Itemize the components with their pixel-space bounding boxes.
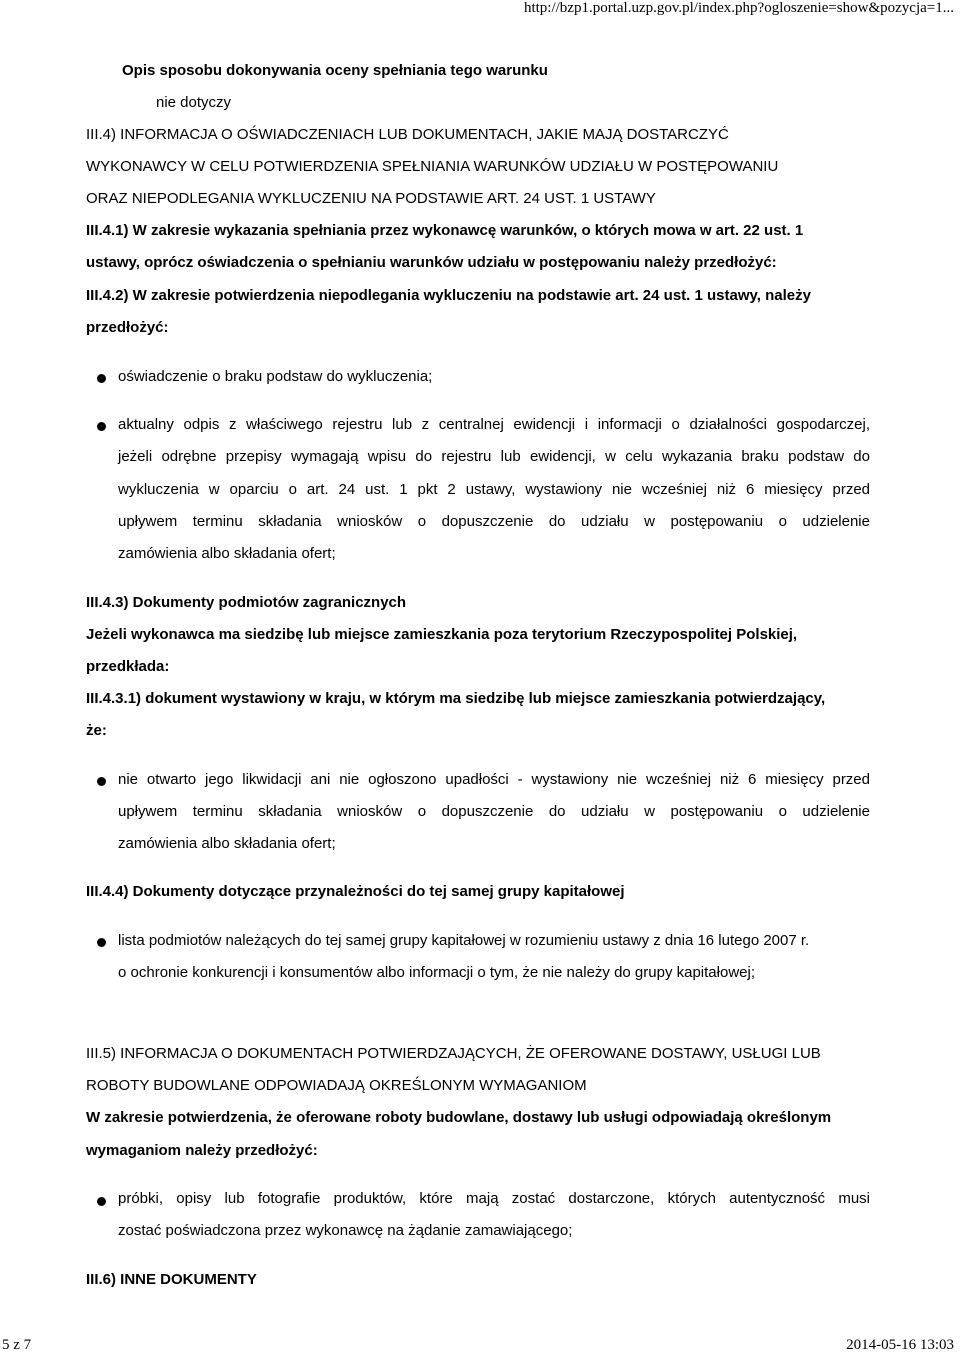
list-item-register-line-5: zamówienia albo składania ofert; (118, 545, 336, 562)
list-item-liquidation-line-2: upływem terminu składania wniosków o dopuszczenie do udziału w postępowaniu o udzielenie (118, 803, 870, 820)
bullet-icon (97, 938, 106, 947)
section-36-heading: III.6) INNE DOKUMENTY (86, 1271, 257, 1288)
bullet-icon (97, 1197, 106, 1206)
p343-title: III.4.3) Dokumenty podmiotów zagranicznych (86, 594, 407, 611)
list-item-liquidation-line-3: zamówienia albo składania ofert; (118, 835, 336, 852)
p344-title: III.4.4) Dokumenty dotyczące przynależności do tej samej grupy kapitałowej (86, 883, 625, 900)
section-35-heading-line-2: ROBOTY BUDOWLANE ODPOWIADAJĄ OKREŚLONYM WYMAGANIOM (86, 1077, 587, 1094)
section-35-text-line-1: W zakresie potwierdzenia, że oferowane roboty budowlane, dostawy lub usługi odpowiadają określonym (86, 1109, 832, 1126)
section-35-text-line-2: wymaganiom należy przedłożyć: (86, 1142, 318, 1159)
p3431-line-1: III.4.3.1) dokument wystawiony w kraju, w którym ma siedzibę lub miejsce zamieszkania potwierdzający, (86, 690, 826, 707)
p3431-line-2: że: (86, 722, 107, 739)
list-item-samples-line-1: próbki, opisy lub fotografie produktów, które mają zostać dostarczone, których autentyczność musi (118, 1190, 870, 1207)
p342-line-2: przedłożyć: (86, 319, 169, 336)
list-item-register-line-4: upływem terminu składania wniosków o dopuszczenie do udziału w postępowaniu o udzielenie (118, 513, 870, 530)
p343-text-line-1: Jeżeli wykonawca ma siedzibę lub miejsce zamieszkania poza terytorium Rzeczypospolitej Polskiej, (86, 626, 798, 643)
page-number: 5 z 7 (2, 1337, 32, 1353)
list-item-register-line-3: wykluczenia w oparciu o art. 24 ust. 1 pkt 2 ustawy, wystawiony nie wcześniej niż 6 miesięcy przed (118, 481, 870, 498)
evaluation-title: Opis sposobu dokonywania oceny spełniania tego warunku (122, 62, 548, 79)
list-item-samples-line-2: zostać poświadczona przez wykonawcę na żądanie zamawiającego; (118, 1222, 573, 1239)
bullet-icon (97, 374, 106, 383)
section-34-heading-line-1: III.4) INFORMACJA O OŚWIADCZENIACH LUB DOKUMENTACH, JAKIE MAJĄ DOSTARCZYĆ (86, 126, 729, 143)
list-item-register-line-2: jeżeli odrębne przepisy wymagają wpisu do rejestru lub ewidencji, w celu wykazania braku podstaw do (118, 448, 870, 465)
section-34-heading-line-3: ORAZ NIEPODLEGANIA WYKLUCZENIU NA PODSTAWIE ART. 24 UST. 1 USTAWY (86, 190, 656, 207)
bullet-icon (97, 422, 106, 431)
page-url: http://bzp1.portal.uzp.gov.pl/index.php?ogloszenie=show&pozycja=1... (523, 0, 954, 16)
section-34-heading-line-2: WYKONAWCY W CELU POTWIERDZENIA SPEŁNIANIA WARUNKÓW UDZIAŁU W POSTĘPOWANIU (86, 158, 779, 175)
p341-line-1: III.4.1) W zakresie wykazania spełniania przez wykonawcę warunków, o których mowa w art. 22 ust. 1 (86, 222, 804, 239)
p341-line-2: ustawy, oprócz oświadczenia o spełnianiu warunków udziału w postępowaniu należy przedłożyć: (86, 254, 777, 271)
list-item-register-line-1: aktualny odpis z właściwego rejestru lub z centralnej ewidencji i informacji o działalności gospodarczej, (118, 416, 870, 433)
evaluation-value: nie dotyczy (156, 94, 232, 111)
print-datetime: 2014-05-16 13:03 (846, 1337, 954, 1353)
list-item-capital-group-line-1: lista podmiotów należących do tej samej grupy kapitałowej w rozumieniu ustawy z dnia 16 lutego 2007 r. (118, 932, 810, 949)
section-35-heading-line-1: III.5) INFORMACJA O DOKUMENTACH POTWIERDZAJĄCYCH, ŻE OFEROWANE DOSTAWY, USŁUGI LUB (86, 1045, 821, 1062)
list-item-capital-group-line-2: o ochronie konkurencji i konsumentów albo informacji o tym, że nie należy do grupy kapitałowej; (118, 964, 755, 981)
bullet-icon (97, 777, 106, 786)
list-item-no-grounds: oświadczenie o braku podstaw do wykluczenia; (118, 368, 433, 385)
p343-text-line-2: przedkłada: (86, 658, 170, 675)
list-item-liquidation-line-1: nie otwarto jego likwidacji ani nie ogłoszono upadłości - wystawiony nie wcześniej niż 6 miesięcy przed (118, 771, 870, 788)
p342-line-1: III.4.2) W zakresie potwierdzenia niepodlegania wykluczeniu na podstawie art. 24 ust. 1 ustawy, należy (86, 287, 811, 304)
